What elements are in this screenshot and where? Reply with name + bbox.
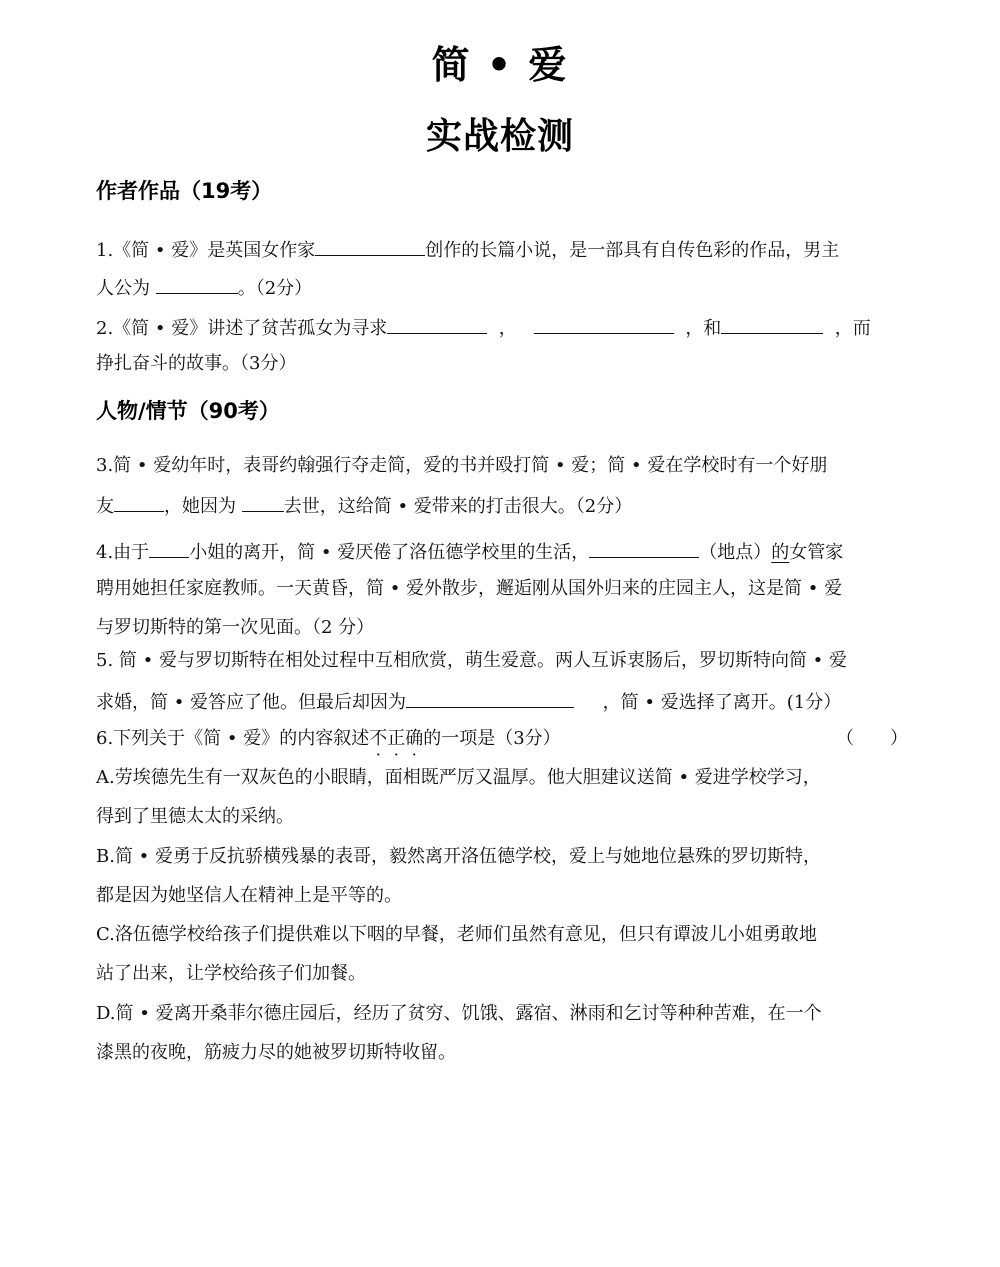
option-d-line-2: 漆黑的夜晚，筋疲力尽的她被罗切斯特收留。 <box>96 1042 456 1063</box>
option-d-line-1: D.简 • 爱离开桑菲尔德庄园后，经历了贫穷、饥饿、露宿、淋雨和乞讨等种种苦难，在一个 <box>96 1003 822 1024</box>
section-heading-plot: 人物/情节（90考） <box>96 399 280 423</box>
q1-blank-author <box>315 235 425 256</box>
q4-text-c: （地点） <box>699 542 772 563</box>
q2-blank-2 <box>534 313 674 334</box>
q5-blank-reason <box>406 687 574 708</box>
question-2-line-1 <box>96 313 908 342</box>
q4-text-d: 的 <box>771 542 790 563</box>
option-c-line-2: 站了出来，让学校给孩子们加餐。 <box>96 963 366 984</box>
q2-text-c: ，和 <box>685 318 722 339</box>
q6-text-a: 6.下列关于《简 • 爱》的内容叙述 <box>96 728 370 749</box>
q3-blank-friend <box>114 491 164 512</box>
option-a-line-2: 得到了里德太太的采纳。 <box>96 806 294 827</box>
question-4-line-2: 聘用她担任家庭教师。一天黄昏，简 • 爱外散步，邂逅刚从国外归来的庄园主人，这是简 • 爱 <box>96 578 843 599</box>
page-subtitle: 实战检测 <box>425 116 574 157</box>
q6-answer-parentheses: （ ） <box>836 728 908 749</box>
q1-text-d: 。（2分） <box>237 278 313 299</box>
q2-blank-1 <box>387 313 487 334</box>
q6-emphasis-1: 不 <box>369 728 388 749</box>
q2-text-a: 2.《简 • 爱》讲述了贫苦孤女为寻求 <box>96 318 388 339</box>
question-3-line-1: 3.简 • 爱幼年时，表哥约翰强行夺走简，爱的书并殴打简 • 爱；简 • 爱在学校时有一个好朋 <box>96 455 828 476</box>
q4-blank-miss <box>149 537 189 558</box>
q4-text-a: 4.由于 <box>96 542 150 563</box>
q3-text-c: ，她因为 <box>164 496 236 517</box>
section-heading-author: 作者作品（19考） <box>96 179 273 203</box>
q1-text-a: 1.《简 • 爱》是英国女作家 <box>96 240 316 261</box>
question-5-line-2 <box>96 687 908 716</box>
q5-text-b: 求婚，简 • 爱答应了他。但最后却因为 <box>96 692 407 713</box>
q3-blank-cause <box>242 491 284 512</box>
q6-text-b: 的一项是（3分） <box>423 728 561 749</box>
q3-text-b: 友 <box>96 496 114 517</box>
option-a-line-1: A.劳埃德先生有一双灰色的小眼睛，面相既严厉又温厚。他大胆建议送简 • 爱进学校学习， <box>96 767 821 788</box>
question-5-line-1: 5. 简 • 爱与罗切斯特在相处过程中互相欣赏，萌生爱意。两人互诉衷肠后，罗切斯特向简 • 爱 <box>96 650 848 671</box>
q4-text-b: 小姐的离开，简 • 爱厌倦了洛伍德学校里的生活， <box>189 542 590 563</box>
q4-blank-place <box>589 537 699 558</box>
q2-blank-3 <box>721 313 823 334</box>
question-4-line-3: 与罗切斯特的第一次见面。（2 分） <box>96 617 375 638</box>
question-1-line-2 <box>96 273 908 302</box>
option-c-line-1: C.洛伍德学校给孩子们提供难以下咽的早餐，老师们虽然有意见，但只有谭波儿小姐勇敢地 <box>96 924 817 945</box>
q5-text-c: ，简 • 爱选择了离开。(1分） <box>602 692 842 713</box>
question-3-line-2 <box>96 491 908 520</box>
q2-text-b: ， <box>498 318 517 339</box>
q1-text-c: 人公为 <box>96 278 150 299</box>
q3-text-d: 去世，这给简 • 爱带来的打击很大。（2分） <box>283 496 633 517</box>
q2-text-d: ，而 <box>834 318 871 339</box>
question-4-line-1 <box>96 537 908 566</box>
question-6-line <box>96 726 908 752</box>
q1-blank-hero <box>156 273 238 294</box>
question-2-line-2: 挣扎奋斗的故事。（3分） <box>96 353 297 374</box>
q6-emphasis-2: 正 <box>387 728 406 749</box>
q4-text-e: 女管家 <box>789 542 844 563</box>
option-b-line-1: B.简 • 爱勇于反抗骄横残暴的表哥，毅然离开洛伍德学校，爱上与她地位悬殊的罗切斯特， <box>96 846 822 867</box>
q6-emphasis-3: 确 <box>405 728 424 749</box>
option-b-line-2: 都是因为她坚信人在精神上是平等的。 <box>96 885 402 906</box>
q1-text-b: 创作的长篇小说，是一部具有自传色彩的作品，男主 <box>425 240 840 261</box>
question-1-line-1 <box>96 235 908 264</box>
page-title: 简 • 爱 <box>431 43 569 87</box>
